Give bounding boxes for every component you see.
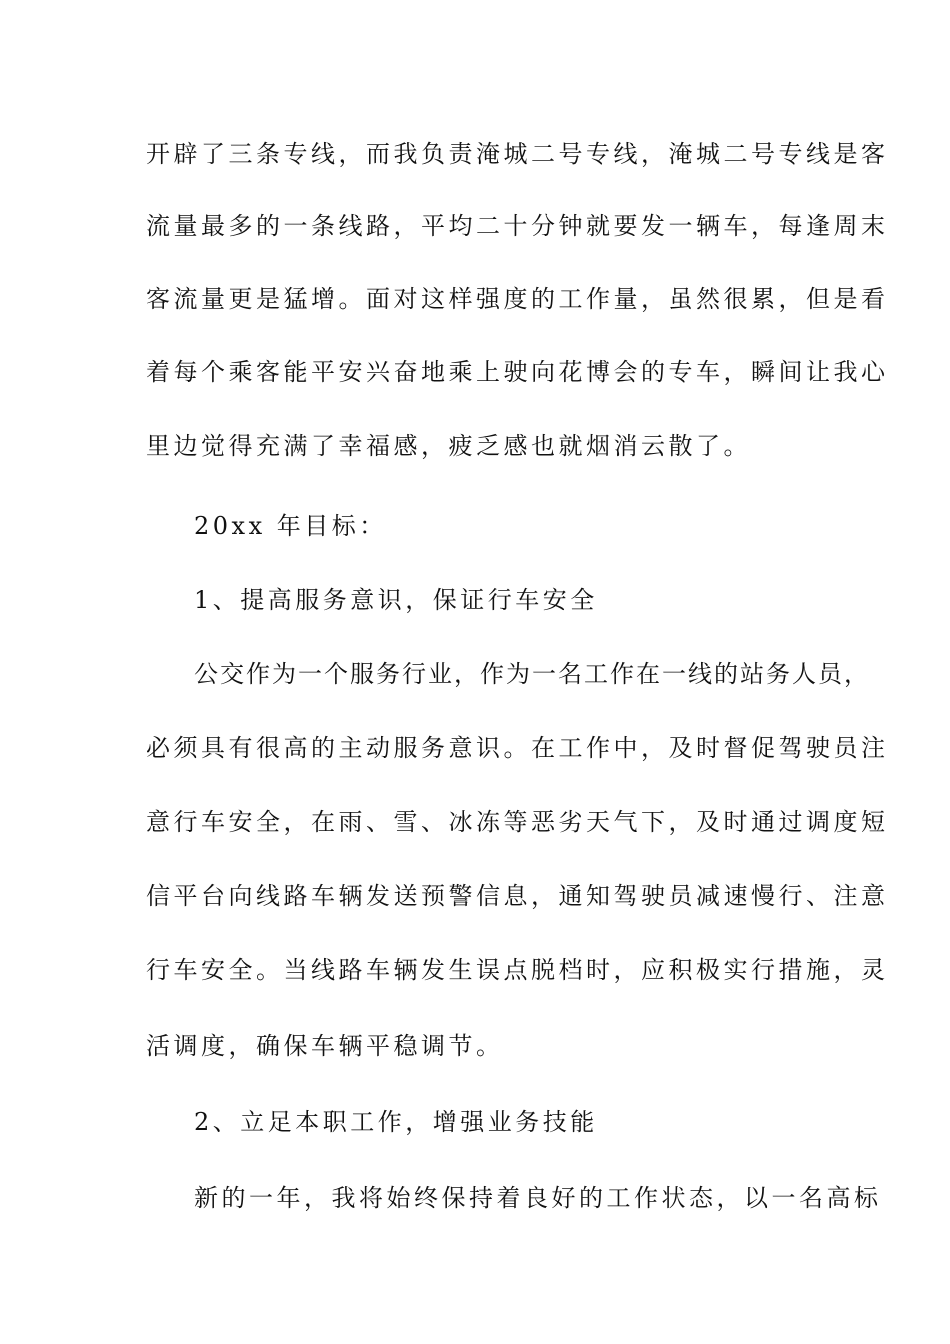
goal-heading-2: 2、立足本职工作，增强业务技能: [194, 1108, 598, 1136]
paragraph-line: 流量最多的一条线路，平均二十分钟就要发一辆车，每逢周末: [146, 212, 889, 240]
goal-heading-1: 1、提高服务意识，保证行车安全: [194, 586, 598, 614]
paragraph-line: 必须具有很高的主动服务意识。在工作中，及时督促驾驶员注: [146, 734, 889, 762]
paragraph-line: 新的一年，我将始终保持着良好的工作状态，以一名高标: [194, 1184, 882, 1212]
paragraph-line: 信平台向线路车辆发送预警信息，通知驾驶员减速慢行、注意: [146, 882, 889, 910]
section-heading-year-goals: 20xx 年目标：: [194, 512, 387, 540]
paragraph-line: 公交作为一个服务行业，作为一名工作在一线的站务人员，: [194, 660, 870, 688]
paragraph-line: 里边觉得充满了幸福感，疲乏感也就烟消云散了。: [146, 432, 751, 460]
paragraph-line: 行车安全。当线路车辆发生误点脱档时，应积极实行措施，灵: [146, 956, 889, 984]
paragraph-line: 客流量更是猛增。面对这样强度的工作量，虽然很累，但是看: [146, 285, 889, 313]
paragraph-line: 活调度，确保车辆平稳调节。: [146, 1032, 504, 1060]
paragraph-line: 开辟了三条专线，而我负责淹城二号专线，淹城二号专线是客: [146, 140, 889, 168]
paragraph-line: 意行车安全，在雨、雪、冰冻等恶劣天气下，及时通过调度短: [146, 808, 889, 836]
paragraph-line: 着每个乘客能平安兴奋地乘上驶向花博会的专车，瞬间让我心: [146, 358, 889, 386]
